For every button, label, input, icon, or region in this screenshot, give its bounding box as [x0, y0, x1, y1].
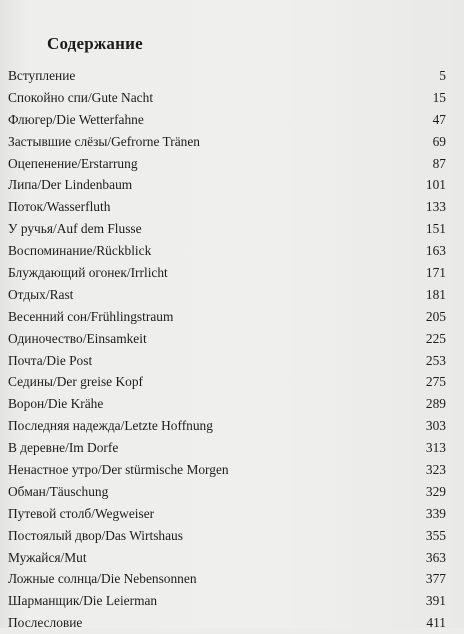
toc-entry-title: Спокойно спи/Gute Nacht — [8, 89, 154, 105]
toc-entry-page-number: 133 — [425, 199, 446, 215]
toc-entry-page-number: 253 — [425, 352, 446, 368]
dot-leader — [119, 451, 425, 452]
toc-entry — [8, 568, 446, 590]
toc-entry — [8, 371, 446, 393]
toc-entry — [8, 131, 446, 153]
toc-entry — [8, 328, 446, 350]
toc-entry — [8, 65, 446, 87]
toc-entry — [8, 415, 446, 437]
toc-entry-page-number: 151 — [425, 221, 446, 237]
toc-entry-title: У ручья/Auf dem Flusse — [8, 221, 142, 237]
toc-entry — [8, 174, 446, 196]
toc-entry-title: Отдых/Rast — [8, 286, 74, 302]
toc-entry-title: Липа/Der Lindenbaum — [8, 177, 133, 193]
toc-entry-page-number: 5 — [439, 68, 446, 83]
dot-leader — [144, 385, 425, 386]
toc-entry-page-number: 87 — [432, 155, 446, 171]
toc-entry-title: Постоялый двор/Das Wirtshaus — [8, 527, 183, 543]
dot-leader — [139, 167, 432, 168]
toc-entry — [8, 503, 446, 525]
toc-entry-title: Почта/Die Post — [8, 352, 93, 368]
dot-leader — [133, 188, 425, 189]
dot-leader — [111, 210, 424, 211]
toc-entry-page-number: 69 — [432, 133, 446, 149]
toc-entry-page-number: 275 — [425, 374, 446, 390]
toc-entry — [8, 525, 446, 547]
toc-entry-page-number: 163 — [425, 243, 446, 259]
toc-entry-title: Блуждающий огонек/Irrlicht — [8, 265, 168, 281]
toc-entry — [8, 262, 446, 284]
dot-leader — [148, 342, 425, 343]
dot-leader — [88, 561, 425, 562]
toc-entry-page-number: 101 — [425, 177, 446, 193]
toc-entry-page-number: 47 — [432, 111, 446, 127]
toc-entry-page-number: 181 — [425, 286, 446, 302]
dot-leader — [154, 101, 432, 102]
toc-entry-page-number: 313 — [425, 440, 446, 456]
toc-entry-title: Шарманщик/Die Leierman — [8, 593, 158, 609]
dot-leader — [76, 79, 435, 80]
dot-leader — [158, 604, 425, 605]
toc-entry-page-number: 329 — [425, 483, 446, 499]
dot-leader — [230, 473, 425, 474]
toc-entry-page-number: 289 — [425, 396, 446, 412]
toc-entry-title: Одиночество/Einsamkeit — [8, 330, 147, 346]
dot-leader — [145, 123, 432, 124]
dot-leader — [169, 276, 425, 277]
toc-entry — [8, 459, 446, 481]
dot-leader — [155, 517, 425, 518]
toc-entry — [8, 284, 446, 306]
toc-entry-title: Застывшие слёзы/Gefrorne Tränen — [8, 133, 200, 149]
toc-entry-title: Последняя надежда/Letzte Hoffnung — [8, 418, 213, 434]
toc-entry — [8, 437, 446, 459]
toc-entry — [8, 153, 446, 175]
dot-leader — [109, 495, 425, 496]
toc-entry-page-number: 339 — [425, 505, 446, 521]
dot-leader — [74, 298, 425, 299]
toc-entry-title: Послесловие — [8, 615, 83, 631]
toc-entry-title: В деревне/Im Dorfe — [8, 440, 119, 456]
dot-leader — [198, 582, 425, 583]
page-title: Содержание — [47, 34, 143, 53]
toc-entry — [8, 240, 446, 262]
dot-leader — [93, 364, 425, 365]
toc-entry-page-number: 363 — [425, 549, 446, 565]
dot-leader — [184, 539, 425, 540]
toc-entry-title: Поток/Wasserfluth — [8, 199, 111, 215]
dot-leader — [214, 429, 425, 430]
toc-entry-page-number: 303 — [425, 418, 446, 434]
toc-entry — [8, 393, 446, 415]
toc-entry-title: Ворон/Die Krähe — [8, 396, 104, 412]
toc-entry-title: Флюгер/Die Wetterfahne — [8, 111, 144, 127]
toc-entry-title: Путевой столб/Wegweiser — [8, 505, 155, 521]
toc-entry-title: Воспоминание/Rückblick — [8, 243, 152, 259]
toc-entry-title: Мужайся/Mut — [8, 549, 87, 565]
toc-entry-title: Оцепенение/Erstarrung — [8, 155, 138, 171]
toc-entry-title: Вступление — [8, 68, 76, 83]
toc-entry-page-number: 391 — [425, 593, 446, 609]
dot-leader — [201, 145, 432, 146]
toc-entry — [8, 109, 446, 131]
toc-entry-page-number: 171 — [425, 265, 446, 281]
toc-entry-title: Седины/Der greise Kopf — [8, 374, 143, 390]
toc-entry-page-number: 355 — [425, 527, 446, 543]
toc-entry — [8, 612, 446, 634]
toc-entry-title: Ложные солнца/Die Nebensonnen — [8, 571, 197, 587]
toc-entry — [8, 590, 446, 612]
toc-entry — [8, 481, 446, 503]
toc-entry-title: Обман/Täuschung — [8, 483, 109, 499]
toc-entry-page-number: 225 — [425, 330, 446, 346]
toc-entry — [8, 306, 446, 328]
toc-entry-page-number: 15 — [432, 89, 446, 105]
toc-entry-title: Ненастное утро/Der stürmische Morgen — [8, 462, 229, 478]
dot-leader — [174, 320, 425, 321]
toc-entry-page-number: 377 — [425, 571, 446, 587]
toc-entry — [8, 87, 446, 109]
toc-entry — [8, 350, 446, 372]
toc-entry-page-number: 323 — [425, 462, 446, 478]
dot-leader — [104, 407, 425, 408]
toc-entry — [8, 196, 446, 218]
dot-leader — [152, 254, 425, 255]
toc-entry-page-number: 205 — [425, 308, 446, 324]
table-of-contents — [8, 65, 446, 634]
toc-entry — [8, 547, 446, 569]
dot-leader — [83, 626, 425, 627]
toc-entry — [8, 218, 446, 240]
dot-leader — [143, 232, 425, 233]
toc-entry-page-number: 411 — [426, 615, 446, 631]
toc-entry-title: Весенний сон/Frühlingstraum — [8, 308, 174, 324]
